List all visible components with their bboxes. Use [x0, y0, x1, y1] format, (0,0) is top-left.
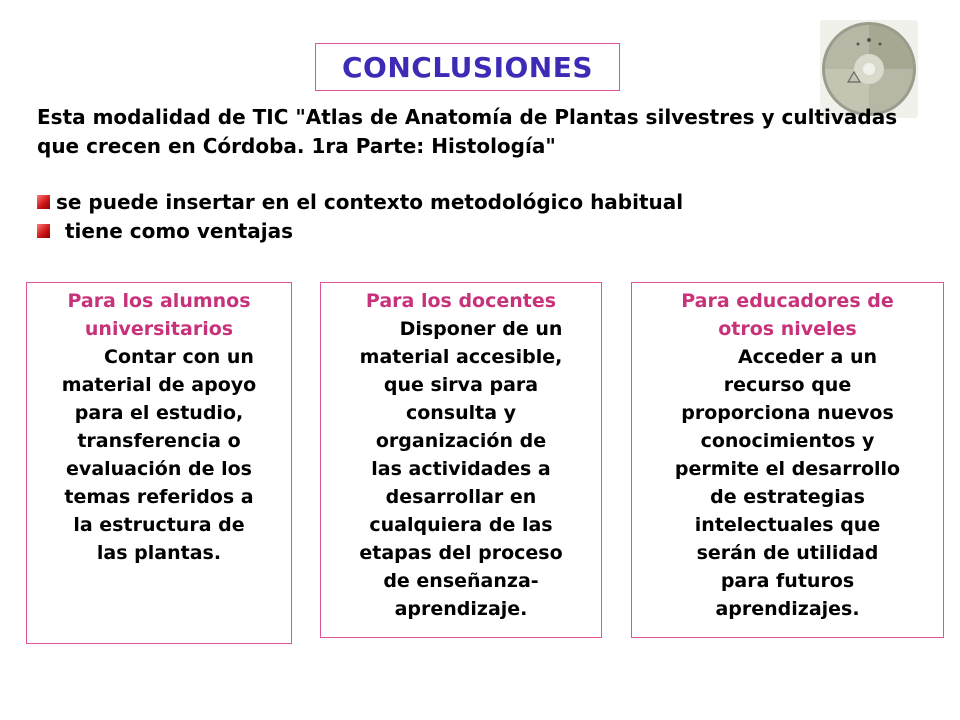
title-box: [315, 43, 620, 91]
red-square-bullet-icon: [37, 195, 50, 209]
card-educadores: [631, 282, 944, 638]
page-title: CONCLUSIONES: [341, 50, 594, 84]
bullet-item: [37, 188, 683, 216]
card-heading: Para los docentes: [365, 290, 557, 312]
bullet-item: [37, 217, 293, 245]
card-alumnos: [26, 282, 292, 644]
card-body: Disponer de un material accesible, que sirva para consulta y organización de las actividades a desarrollar en cualquiera de las etapas del proceso de enseñanza- aprendizaje.: [359, 318, 563, 620]
bullet-text: tiene como ventajas: [65, 219, 294, 243]
bullet-text: se puede insertar en el contexto metodológico habitual: [56, 190, 684, 214]
card-heading: Para los alumnos universitarios: [67, 290, 251, 340]
intro-text: Esta modalidad de TIC "Atlas de Anatomía de Plantas silvestres y cultivadas que crecen en Córdoba. 1ra Parte: Histología": [37, 105, 898, 158]
card-docentes: [320, 282, 602, 638]
card-body: Contar con un material de apoyo para el estudio, transferencia o evaluación de los temas referidos a la estructura de las plantas.: [61, 346, 257, 564]
card-heading: Para educadores de otros niveles: [681, 290, 894, 340]
card-body: Acceder a un recurso que proporciona nuevos conocimientos y permite el desarrollo de estrategias intelectuales que serán de utilidad para futuros aprendizajes.: [674, 346, 901, 620]
red-square-bullet-icon: [37, 224, 50, 238]
